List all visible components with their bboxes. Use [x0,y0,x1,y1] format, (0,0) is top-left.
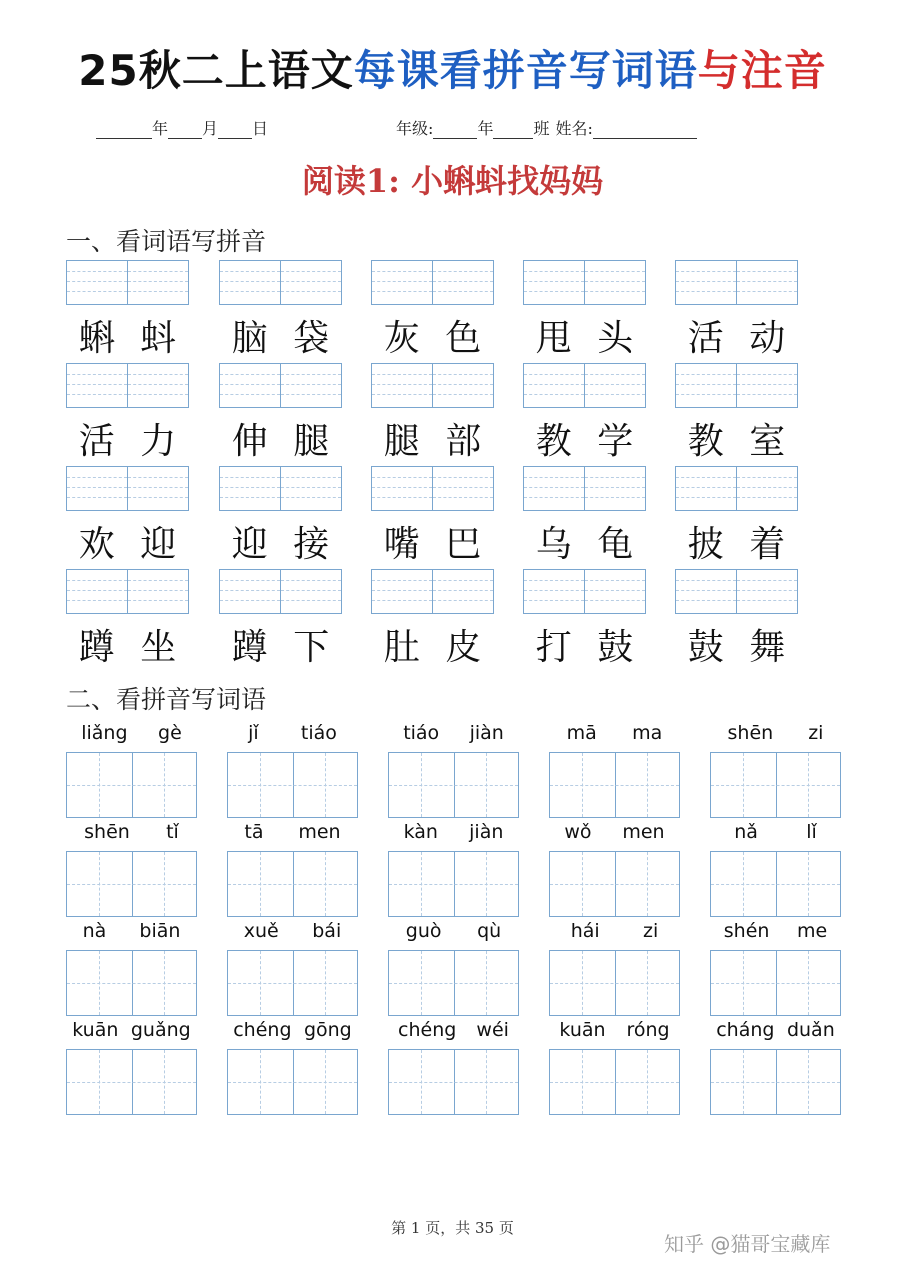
title-part3: 与注音 [697,46,827,95]
pinyin-syllable: liǎng [81,722,128,744]
pinyin-syllable: lǐ [806,821,817,843]
pinyin-writing-box[interactable] [523,466,646,511]
character-writing-box[interactable] [710,1049,841,1115]
pinyin-writing-box[interactable] [219,260,342,305]
chinese-character: 甩 [535,318,572,359]
pinyin-syllable: tiáo [403,722,440,744]
chinese-character: 迎 [140,524,177,565]
pinyin-syllable: jiàn [469,821,504,843]
chinese-word [66,516,189,567]
pinyin-writing-box[interactable] [371,569,494,614]
pinyin-syllable: tā [244,821,264,843]
pinyin-syllable: tiáo [300,722,337,744]
chinese-character: 披 [687,524,724,565]
title-part1: 25秋二上语文 [78,46,354,95]
watermark: 知乎 @猫哥宝藏库 [664,1232,831,1256]
pinyin-label [549,821,680,845]
character-writing-box[interactable] [710,752,841,818]
pinyin-label [710,821,841,845]
character-writing-box[interactable] [227,851,358,917]
pinyin-syllable: tǐ [166,821,179,843]
chinese-character: 欢 [78,524,115,565]
chinese-character: 舞 [749,627,786,668]
chinese-word [371,516,494,567]
pinyin-syllable: biān [139,920,181,942]
pinyin-writing-box[interactable] [675,569,798,614]
pinyin-syllable: chéng [233,1019,292,1041]
chinese-word [66,619,189,670]
chinese-character: 活 [687,318,724,359]
chinese-character: 坐 [140,627,177,668]
pinyin-label [66,920,197,944]
chinese-character: 活 [78,421,115,462]
class-blank[interactable] [493,123,533,139]
chinese-character: 灰 [383,318,420,359]
pinyin-syllable: xuě [243,920,279,942]
chinese-word [523,516,646,567]
pinyin-label [227,920,358,944]
pinyin-syllable: qù [477,920,502,942]
name-blank[interactable] [593,123,697,139]
chinese-character: 伸 [231,421,268,462]
pinyin-syllable: róng [626,1019,670,1041]
chinese-character: 嘴 [383,524,420,565]
character-writing-box[interactable] [549,851,680,917]
pinyin-syllable: kuān [72,1019,119,1041]
pinyin-syllable: kuān [559,1019,606,1041]
chinese-word [219,516,342,567]
chinese-word [675,310,798,361]
pinyin-syllable: bái [312,920,342,942]
pinyin-writing-box[interactable] [66,260,189,305]
chinese-word [523,413,646,464]
lesson-title: 阅读1: 小蝌蚪找妈妈 [301,162,604,200]
character-writing-box[interactable] [388,950,519,1016]
chinese-character: 蹲 [231,627,268,668]
day-blank[interactable] [218,123,252,139]
year-blank[interactable] [96,123,152,139]
worksheet-title [0,38,905,98]
chinese-word [675,516,798,567]
chinese-character: 着 [749,524,786,565]
chinese-character: 脑 [231,318,268,359]
chinese-word [371,310,494,361]
chinese-character: 迎 [231,524,268,565]
chinese-character: 鼓 [687,627,724,668]
pinyin-label [710,722,841,746]
chinese-character: 头 [597,318,634,359]
pinyin-label [549,920,680,944]
chinese-word [219,413,342,464]
pinyin-writing-box[interactable] [66,363,189,408]
pinyin-writing-box[interactable] [66,569,189,614]
character-writing-box[interactable] [66,752,197,818]
grade-blank[interactable] [433,123,477,139]
character-writing-box[interactable] [227,1049,358,1115]
character-writing-box[interactable] [549,1049,680,1115]
pinyin-syllable: chéng [398,1019,457,1041]
chinese-word [523,310,646,361]
chinese-character: 蹲 [78,627,115,668]
character-writing-box[interactable] [549,752,680,818]
chinese-word [523,619,646,670]
pinyin-syllable: guǎng [130,1019,191,1041]
year-label: 年 [152,119,169,138]
pinyin-syllable: men [622,821,665,843]
pinyin-syllable: zi [643,920,659,942]
pinyin-label [388,821,519,845]
pinyin-syllable: zi [808,722,824,744]
grade-label: 年级: [396,119,434,138]
chinese-character: 教 [687,421,724,462]
chinese-word [66,310,189,361]
character-writing-box[interactable] [388,752,519,818]
class-label: 班 [533,119,550,138]
name-label: 姓名: [555,119,593,138]
pinyin-writing-box[interactable] [523,363,646,408]
chinese-character: 蚪 [140,318,177,359]
month-blank[interactable] [168,123,202,139]
character-writing-box[interactable] [710,950,841,1016]
chinese-character: 部 [445,421,482,462]
chinese-character: 袋 [293,318,330,359]
chinese-character: 蝌 [78,318,115,359]
character-writing-box[interactable] [66,851,197,917]
character-writing-box[interactable] [227,752,358,818]
pinyin-syllable: me [797,920,828,942]
chinese-character: 室 [749,421,786,462]
pinyin-syllable: guò [405,920,442,942]
page-footer: 第 1 页，共 35 页 [391,1219,514,1237]
pinyin-syllable: hái [570,920,600,942]
pinyin-writing-box[interactable] [675,363,798,408]
pinyin-label [549,722,680,746]
chinese-word [675,619,798,670]
pinyin-writing-box[interactable] [371,363,494,408]
chinese-word [66,413,189,464]
chinese-character: 龟 [597,524,634,565]
pinyin-writing-box[interactable] [523,569,646,614]
part2-heading: 二、看拼音写词语 [66,685,267,714]
date-name-line [96,116,796,139]
grade-year-label: 年 [477,119,494,138]
pinyin-syllable: shēn [727,722,774,744]
chinese-word [371,619,494,670]
pinyin-syllable: wéi [476,1019,509,1041]
pinyin-label [388,722,519,746]
chinese-character: 巴 [445,524,482,565]
character-writing-box[interactable] [549,950,680,1016]
chinese-character: 色 [445,318,482,359]
chinese-character: 动 [749,318,786,359]
pinyin-syllable: shēn [84,821,130,843]
pinyin-syllable: jiàn [469,722,504,744]
pinyin-label [66,1019,197,1043]
chinese-character: 教 [535,421,572,462]
chinese-word [219,619,342,670]
part1-heading: 一、看词语写拼音 [66,227,267,256]
pinyin-label [710,1019,841,1043]
chinese-character: 腿 [293,421,330,462]
pinyin-syllable: gōng [303,1019,352,1041]
chinese-character: 打 [535,627,572,668]
pinyin-syllable: nǎ [734,821,758,843]
pinyin-writing-box[interactable] [219,569,342,614]
chinese-character: 皮 [445,627,482,668]
chinese-character: 下 [293,627,330,668]
chinese-word [219,310,342,361]
chinese-character: 鼓 [597,627,634,668]
pinyin-writing-box[interactable] [66,466,189,511]
pinyin-label [227,722,358,746]
pinyin-label [227,821,358,845]
pinyin-writing-box[interactable] [219,363,342,408]
character-writing-box[interactable] [227,950,358,1016]
pinyin-writing-box[interactable] [371,260,494,305]
pinyin-syllable: wǒ [564,821,592,843]
character-writing-box[interactable] [66,950,197,1016]
pinyin-syllable: kàn [403,821,438,843]
pinyin-syllable: gè [158,722,182,744]
character-writing-box[interactable] [66,1049,197,1115]
chinese-word [371,413,494,464]
day-label: 日 [252,119,269,138]
chinese-word [675,413,798,464]
pinyin-syllable: men [298,821,341,843]
chinese-character: 乌 [535,524,572,565]
pinyin-writing-box[interactable] [371,466,494,511]
month-label: 月 [202,119,219,138]
chinese-character: 学 [597,421,634,462]
pinyin-syllable: ma [632,722,663,744]
chinese-character: 接 [293,524,330,565]
chinese-character: 力 [140,421,177,462]
pinyin-label [227,1019,358,1043]
pinyin-label [549,1019,680,1043]
pinyin-writing-box[interactable] [523,260,646,305]
chinese-character: 腿 [383,421,420,462]
character-writing-box[interactable] [388,851,519,917]
chinese-character: 肚 [383,627,420,668]
character-writing-box[interactable] [710,851,841,917]
pinyin-label [388,920,519,944]
pinyin-syllable: duǎn [786,1019,835,1041]
pinyin-label [710,920,841,944]
pinyin-writing-box[interactable] [675,466,798,511]
pinyin-syllable: nà [82,920,107,942]
pinyin-writing-box[interactable] [219,466,342,511]
title-part2: 每课看拼音写词语 [353,46,698,95]
pinyin-writing-box[interactable] [675,260,798,305]
pinyin-syllable: mā [566,722,597,744]
pinyin-label [66,821,197,845]
character-writing-box[interactable] [388,1049,519,1115]
pinyin-syllable: jǐ [248,722,259,744]
pinyin-label [66,722,197,746]
pinyin-syllable: shén [723,920,770,942]
pinyin-label [388,1019,519,1043]
pinyin-syllable: cháng [716,1019,775,1041]
